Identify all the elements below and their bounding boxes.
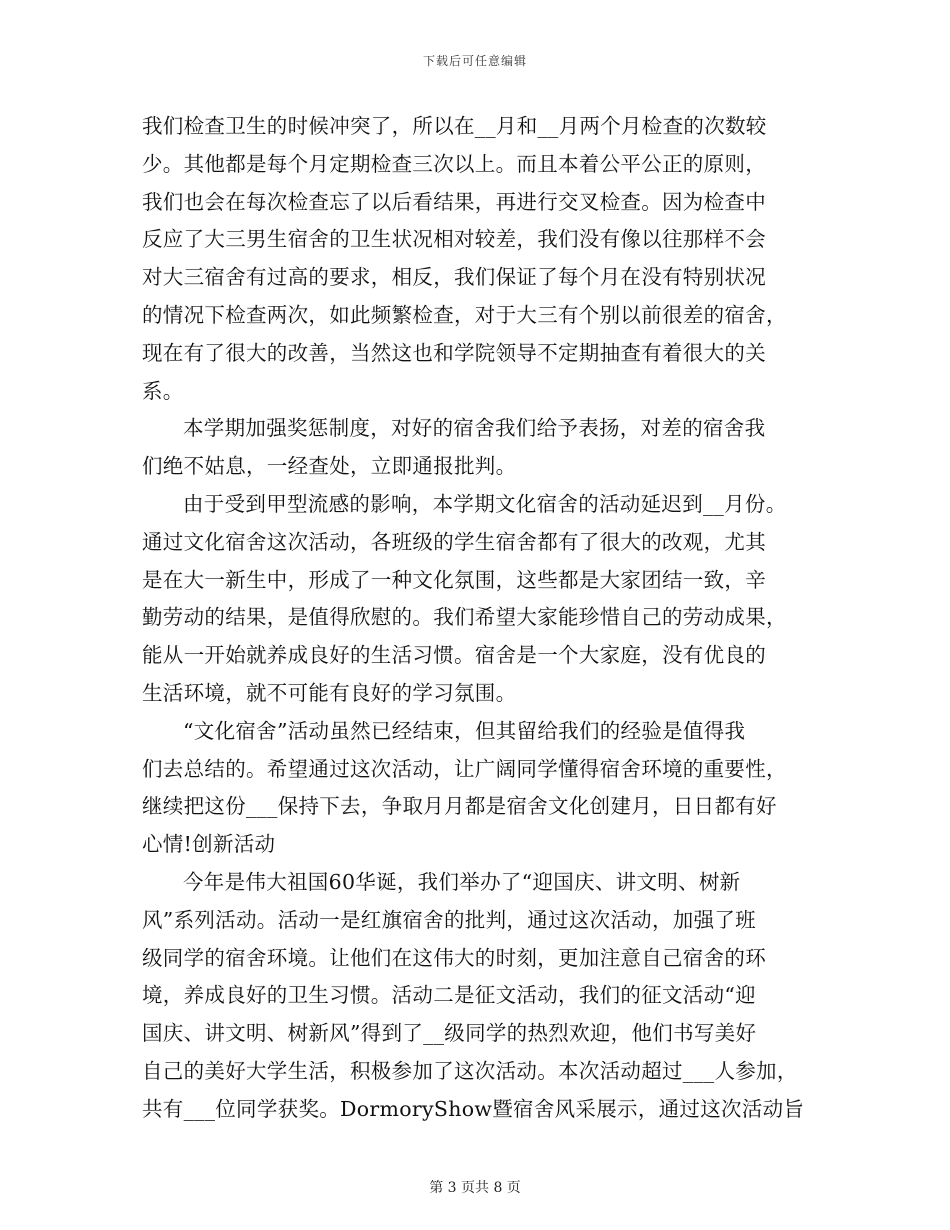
text-line: 继续把这份___保持下去，争取月月都是宿舍文化创建月，日日都有好 [142,794,777,819]
text-line: 共有___位同学获奖。DormoryShow暨宿舍风采展示，通过这次活动旨 [142,1096,805,1121]
text-line: 是在大一新生中，形成了一种文化氛围，这些都是大家团结一致，辛 [142,567,766,592]
text-line: 自己的美好大学生活，积极参加了这次活动。本次活动超过___人参加， [142,1058,798,1083]
text-line: 生活环境，就不可能有良好的学习氛围。 [142,680,517,705]
document-body [142,108,812,1129]
text-line: 能从一开始就养成良好的生活习惯。宿舍是一个大家庭，没有优良的 [142,643,766,668]
text-line: 的情况下检查两次，如此频繁检查，对于大三有个别以前很差的宿舍， [142,302,787,327]
page-footer: 第 3 页共 8 页 [429,1180,521,1196]
text-line: 由于受到甲型流感的影响，本学期文化宿舍的活动延迟到__月份。 [183,491,787,516]
text-line: 勤劳动的结果，是值得欣慰的。我们希望大家能珍惜自己的劳动成果， [142,605,787,630]
text-line: 本学期加强奖惩制度，对好的宿舍我们给予表扬，对差的宿舍我 [183,416,766,441]
text-line: 少。其他都是每个月定期检查三次以上。而且本着公平公正的原则， [142,151,766,176]
text-line: 我们也会在每次检查忘了以后看结果，再进行交叉检查。因为检查中 [142,189,766,214]
text-line: 今年是伟大祖国60华诞，我们举办了“迎国庆、讲文明、树新 [183,869,741,894]
text-line: 系。 [142,378,184,403]
text-line: 我们检查卫生的时候冲突了，所以在__月和__月两个月检查的次数较 [142,114,767,138]
text-line: 对大三宿舍有过高的要求，相反，我们保证了每个月在没有特别状况 [142,265,766,290]
text-line: “文化宿舍”活动虽然已经结束，但其留给我们的经验是值得我 [183,718,746,743]
text-line: 通过文化宿舍这次活动，各班级的学生宿舍都有了很大的改观，尤其 [142,529,766,554]
text-line: 们去总结的。希望通过这次活动，让广阔同学懂得宿舍环境的重要性， [142,756,787,781]
text-line: 国庆、讲文明、树新风”得到了__级同学的热烈欢迎，他们书写美好 [142,1021,757,1046]
text-line: 们绝不姑息，一经查处，立即通报批判。 [142,454,517,479]
text-line: 反应了大三男生宿舍的卫生状况相对较差，我们没有像以往那样不会 [142,227,766,252]
text-line: 风”系列活动。活动一是红旗宿舍的批判，通过这次活动，加强了班 [142,907,756,932]
text-line: 心情!创新活动 [142,832,276,857]
text-line: 现在有了很大的改善，当然这也和学院领导不定期抽查有着很大的关 [142,340,766,365]
page-header: 下载后可任意编辑 [422,54,527,68]
text-line: 境，养成良好的卫生习惯。活动二是征文活动，我们的征文活动“迎 [142,983,756,1008]
text-line: 级同学的宿舍环境。让他们在这伟大的时刻，更加注意自己宿舍的环 [142,945,766,970]
